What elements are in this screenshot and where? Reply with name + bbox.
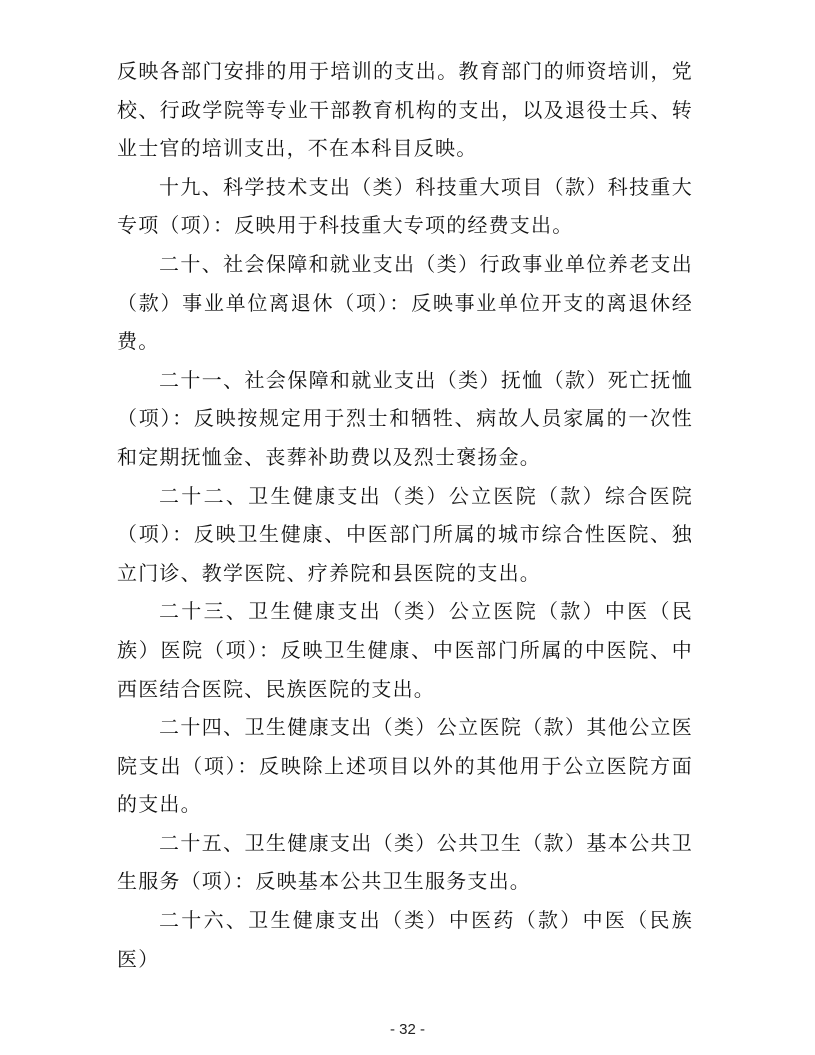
paragraph-item-19: 十九、科学技术支出（类）科技重大项目（款）科技重大专项（项）：反映用于科技重大专项的经费支出。 <box>117 174 693 238</box>
paragraph-item-21: 二十一、社会保障和就业支出（类）抚恤（款）死亡抚恤（项）：反映按规定用于烈士和牺牲、病故人员家属的一次性和定期抚恤金、丧葬补助费以及烈士褒扬金。 <box>117 367 693 469</box>
paragraph-item-24: 二十四、卫生健康支出（类）公立医院（款）其他公立医院支出（项）：反映除上述项目以外的其他用于公立医院方面的支出。 <box>117 715 693 817</box>
body-text <box>117 52 693 978</box>
paragraph-item-22: 二十二、卫生健康支出（类）公立医院（款）综合医院（项）：反映卫生健康、中医部门所属的城市综合性医院、独立门诊、教学医院、疗养院和县医院的支出。 <box>117 483 693 585</box>
paragraph-item-20: 二十、社会保障和就业支出（类）行政事业单位养老支出（款）事业单位离退休（项）：反映事业单位开支的离退休经费。 <box>117 251 693 354</box>
paragraph-item-25: 二十五、卫生健康支出（类）公共卫生（款）基本公共卫生服务（项）：反映基本公共卫生服务支出。 <box>117 830 693 894</box>
paragraph-item-26: 二十六、卫生健康支出（类）中医药（款）中医（民族医） <box>117 908 693 971</box>
page-number: - 32 - <box>389 1021 425 1038</box>
paragraph-continuation: 反映各部门安排的用于培训的支出。教育部门的师资培训，党校、行政学院等专业干部教育机构的支出，以及退役士兵、转业士官的培训支出，不在本科目反映。 <box>117 59 693 161</box>
paragraph-item-23: 二十三、卫生健康支出（类）公立医院（款）中医（民族）医院（项）：反映卫生健康、中医部门所属的中医院、中西医结合医院、民族医院的支出。 <box>117 599 693 701</box>
